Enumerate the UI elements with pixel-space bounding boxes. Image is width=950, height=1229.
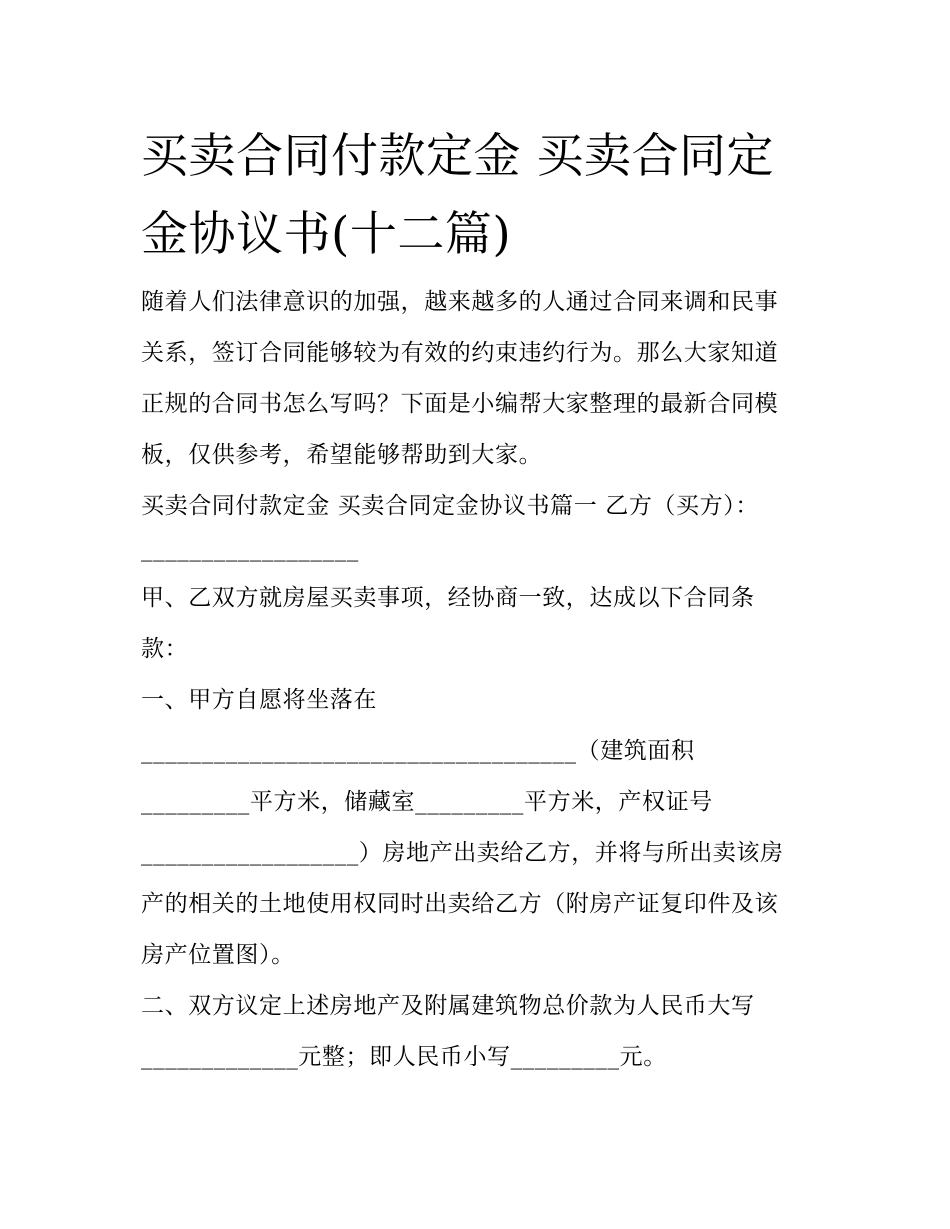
body-line: 正规的合同书怎么写吗？下面是小编帮大家整理的最新合同模 [141, 391, 779, 417]
clause-one: 一、甲方自愿将坐落在 [141, 687, 377, 713]
body-line: 随着人们法律意识的加强，越来越多的人通过合同来调和民事 [141, 289, 779, 315]
body-line: 产的相关的土地使用权同时出卖给乙方（附房产证复印件及该 [141, 891, 779, 917]
body-line: ____________________________________（建筑面积 [141, 738, 695, 764]
body-line: 房产位置图）。 [141, 942, 295, 968]
body-line: __________________）房地产出卖给乙方，并将与所出卖该房 [141, 840, 784, 866]
body-line: 板，仅供参考，希望能够帮助到大家。 [141, 442, 543, 468]
body-line: 款： [141, 636, 189, 662]
section-heading: 买卖合同付款定金 买卖合同定金协议书篇一 乙方（买方）： [141, 493, 759, 519]
body-line: _____________元整；即人民币小写_________元。 [141, 1044, 667, 1070]
body-line: 甲、乙双方就房屋买卖事项，经协商一致，达成以下合同条 [141, 585, 755, 611]
title-line-2: 金协议书(十二篇) [141, 207, 512, 262]
body-line: _________平方米，储藏室_________平方米，产权证号 [141, 789, 713, 815]
title-line-1: 买卖合同付款定金 买卖合同定 [141, 129, 774, 184]
body-line: 关系，签订合同能够较为有效的约束违约行为。那么大家知道 [141, 340, 779, 366]
clause-two: 二、双方议定上述房地产及附属建筑物总价款为人民币大写 [141, 993, 755, 1019]
document-title [141, 118, 831, 274]
blank-field: __________________ [141, 536, 359, 562]
